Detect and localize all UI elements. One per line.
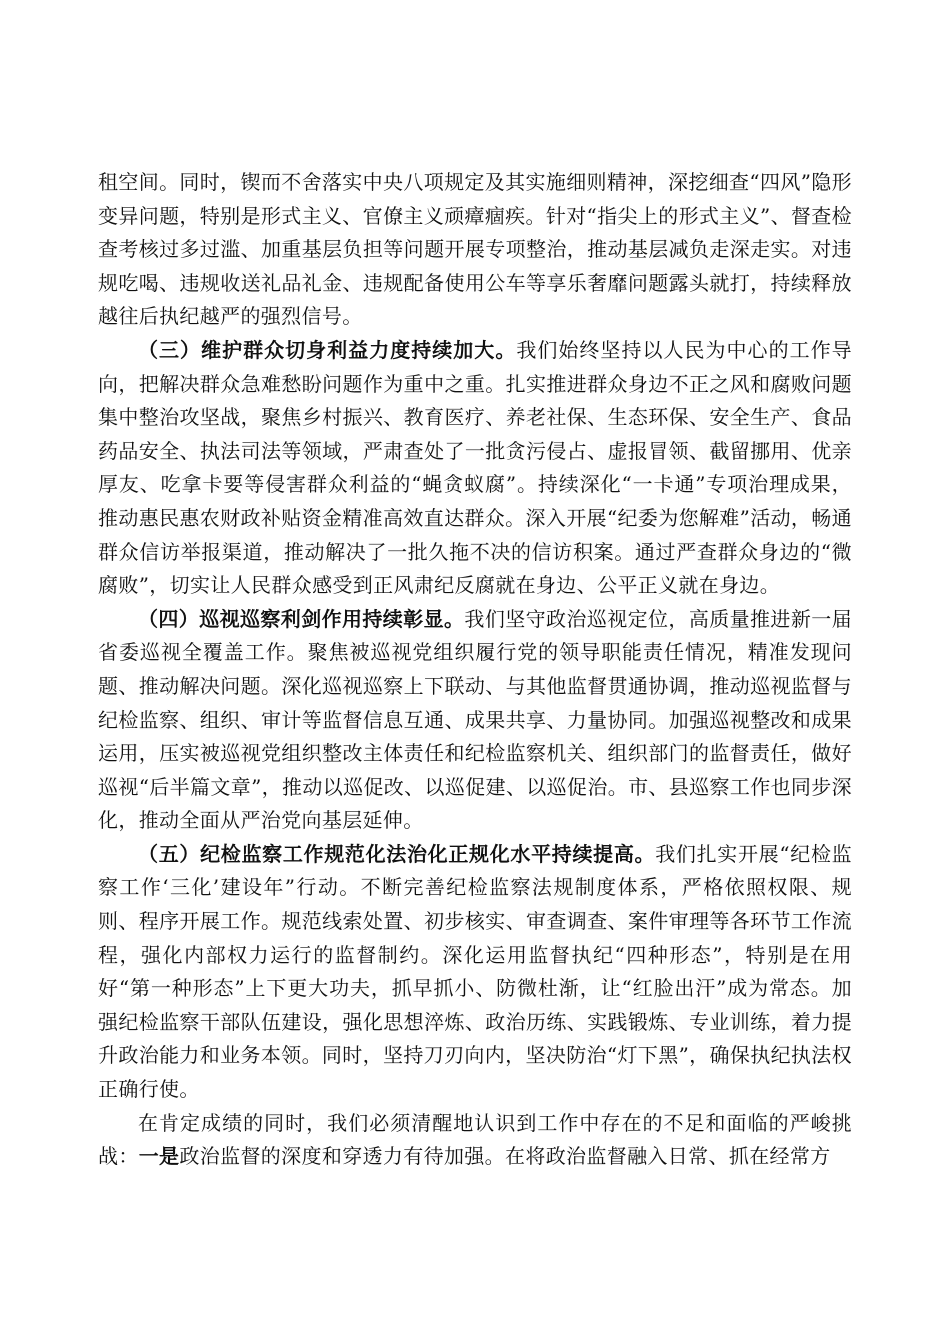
paragraph-section-3 — [98, 334, 852, 603]
paragraph-section-4 — [98, 603, 852, 838]
paragraph-body: 我们始终坚持以人民为中心的工作导向，把解决群众急难愁盼问题作为重中之重。扎实推进群众身边不正之风和腐败问题集中整治攻坚战，聚焦乡村振兴、教育医疗、养老社保、生态环保、安全生产、食品药品安全、执法司法等领域，严肃查处了一批贪污侵占、虚报冒领、截留挪用、优亲厚友、吃拿卡要等侵害群众利益的“蝇贪蚁腐”。持续深化“一卡通”专项治理成果，推动惠民惠农财政补贴资金精准高效直达群众。深入开展“纪委为您解难”活动，畅通群众信访举报渠道，推动解决了一批久拖不决的信访积案。通过严查群众身边的“微腐败”，切实让人民群众感受到正风肃纪反腐就在身边、公平正义就在身边。 — [98, 337, 852, 598]
paragraph-continuation — [98, 166, 852, 334]
paragraph-body: 我们扎实开展“纪检监察工作‘三化’建设年”行动。不断完善纪检监察法规制度体系，严格依照权限、规则、程序开展工作。规范线索处置、初步核实、审查调查、案件审理等各环节工作流程，强化内部权力运行的监督制约。深化运用监督执纪“四种形态”，特别是在用好“第一种形态”上下更大功夫，抓早抓小、防微杜渐，让“红脸出汗”成为常态。加强纪检监察干部队伍建设，强化思想淬炼、政治历练、实践锻炼、专业训练，着力提升政治能力和业务本领。同时，坚持刀刃向内，坚决防治“灯下黑”，确保执纪执法权正确行使。 — [98, 841, 852, 1102]
paragraph-body: 政治监督的深度和穿透力有待加强。在将政治监督融入日常、抓在经常方 — [179, 1144, 831, 1169]
paragraph-section-5 — [98, 838, 852, 1107]
paragraph-intro: 在肯定成绩的同时，我们必须清醒地认识到工作中存在的不足和面临的严峻挑战： — [98, 1110, 852, 1169]
section-heading: （三）维护群众切身利益力度持续加大。 — [138, 337, 517, 362]
paragraph-body: 租空间。同时，锲而不舍落实中央八项规定及其实施细则精神，深挖细查“四风”隐形变异问题，特别是形式主义、官僚主义顽瘴痼疾。针对“指尖上的形式主义”、督查检查考核过多过滥、加重基层负担等问题开展专项整治，推动基层减负走深走实。对违规吃喝、违规收送礼品礼金、违规配备使用公车等享乐奢靡问题露头就打，持续释放越往后执纪越严的强烈信号。 — [98, 170, 852, 329]
paragraph-shortcomings — [98, 1107, 852, 1174]
section-heading: （五）纪检监察工作规范化法治化正规化水平持续提高。 — [138, 841, 656, 866]
section-heading: （四）巡视巡察利剑作用持续彰显。 — [138, 606, 465, 631]
paragraph-body: 我们坚守政治巡视定位，高质量推进新一届省委巡视全覆盖工作。聚焦被巡视党组织履行党的领导职能责任情况，精准发现问题、推动解决问题。深化巡视巡察上下联动、与其他监督贯通协调，推动巡视监督与纪检监察、组织、审计等监督信息互通、成果共享、力量协同。加强巡视整改和成果运用，压实被巡视党组织整改主体责任和纪检监察机关、组织部门的监督责任，做好巡视“后半篇文章”，推动以巡促改、以巡促建、以巡促治。市、县巡察工作也同步深化，推动全面从严治党向基层延伸。 — [98, 606, 852, 833]
item-marker: 一是 — [138, 1144, 180, 1169]
